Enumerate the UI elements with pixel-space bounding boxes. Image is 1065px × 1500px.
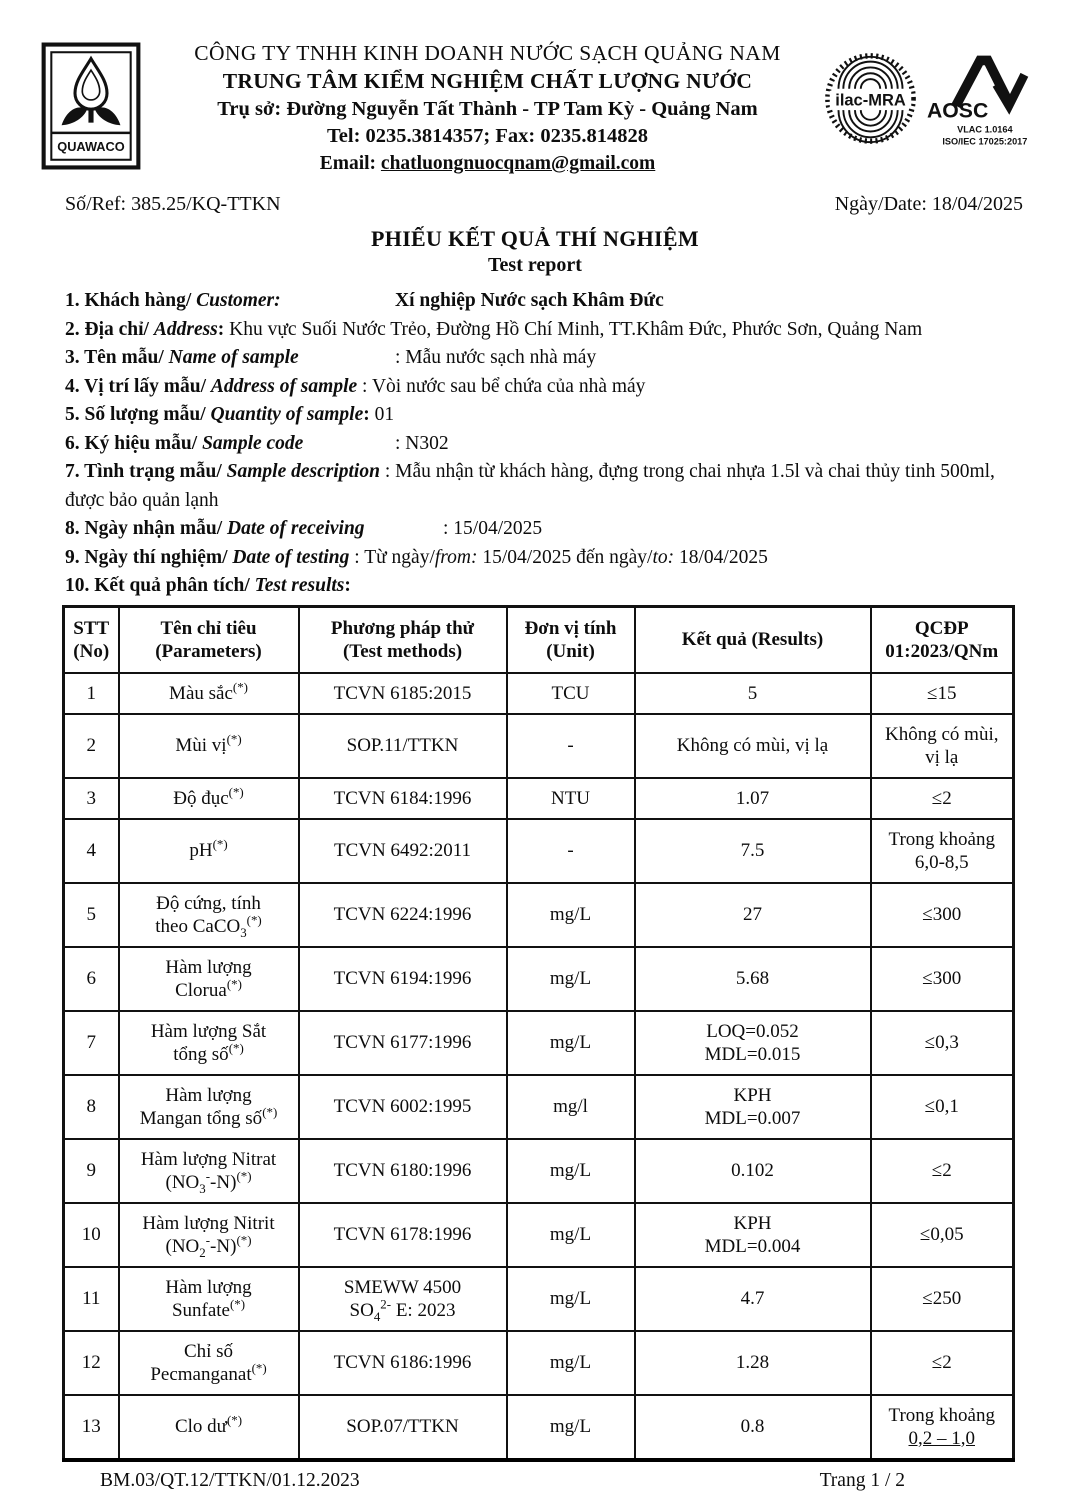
cell-unit: mg/L (507, 1395, 635, 1460)
report-title-vi: PHIẾU KẾT QUẢ THÍ NGHIỆM (371, 226, 699, 251)
cell-limit: ≤15 (871, 673, 1014, 714)
info-item-label: 5. Số lượng mẫu/ Quantity of sample: (65, 404, 370, 425)
column-header: QCĐP 01:2023/QNm (871, 606, 1014, 673)
cell-limit: Không có mùi, vị lạ (871, 714, 1014, 778)
table-row (64, 714, 1014, 778)
cell-method: SMEWW 4500 $SO_4^{2-}$ E: 2023 (299, 1267, 507, 1331)
cell-no: 3 (64, 778, 119, 819)
form-code: BM.03/QT.12/TTKN/01.12.2023 (100, 1469, 360, 1491)
cell-parameter: Chỉ số Pecmanganat(*) (119, 1331, 299, 1395)
info-item-value: Khu vực Suối Nước Trẻo, Đường Hồ Chí Minh, TT.Khâm Đức, Phước Sơn, Quảng Nam (224, 318, 923, 340)
info-item (65, 287, 1025, 316)
cell-no: 13 (64, 1395, 119, 1460)
company-header-text (153, 36, 822, 177)
cell-result: KPH MDL=0.007 (635, 1075, 871, 1139)
cell-parameter: Độ đục(*) (119, 778, 299, 819)
table-row (64, 1075, 1014, 1139)
cell-parameter: Độ cứng, tính theo CaCO$_3$(*) (119, 883, 299, 947)
cell-no: 4 (64, 819, 119, 883)
cell-parameter: Hàm lượng Nitrit $(NO_2^--N)^{(*)}$ (119, 1203, 299, 1267)
info-item-value: 01 (369, 404, 395, 425)
cell-result: 1.28 (635, 1331, 871, 1395)
column-header: Đơn vị tính (Unit) (507, 606, 635, 673)
ref-number: Số/Ref: 385.25/KQ-TTKN (65, 193, 281, 215)
aosc-iso-text: ISO/IEC 17025:2017 (942, 136, 1028, 147)
quawaco-logo-icon (35, 42, 147, 170)
cell-unit: mg/L (507, 1267, 635, 1331)
info-item-value: : 15/04/2025 (443, 518, 543, 539)
email-label: Email: (319, 153, 381, 174)
cell-result: 4.7 (635, 1267, 871, 1331)
cell-unit: mg/L (507, 1331, 635, 1395)
column-header: Tên chỉ tiêu (Parameters) (119, 606, 299, 673)
cell-unit: mg/L (507, 947, 635, 1011)
aosc-text: AOSC (927, 99, 989, 123)
results-table (62, 605, 1015, 1462)
cell-no: 10 (64, 1203, 119, 1267)
info-item-value: Xí nghiệp Nước sạch Khâm Đức (395, 290, 664, 311)
cell-no: 11 (64, 1267, 119, 1331)
info-item (65, 515, 1025, 544)
cell-parameter: Hàm lượng Clorua(*) (119, 947, 299, 1011)
cell-method: TCVN 6178:1996 (299, 1203, 507, 1267)
cell-limit: ≤2 (871, 778, 1014, 819)
cell-limit: ≤0,3 (871, 1011, 1014, 1075)
accreditation-logos (822, 36, 1035, 150)
ilac-mra-text: ilac-MRA (835, 90, 906, 109)
cell-result: 1.07 (635, 778, 871, 819)
cell-unit: NTU (507, 778, 635, 819)
table-row (64, 1331, 1014, 1395)
info-item-value: : Mẫu nước sạch nhà máy (395, 347, 597, 368)
header-row (64, 606, 1014, 673)
cell-parameter: Hàm lượng Sắt tổng số(*) (119, 1011, 299, 1075)
info-item-label: 3. Tên mẫu/ Name of sample (65, 347, 299, 368)
info-item-value: : Từ ngày/from: 15/04/2025 đến ngày/to: 18/04/2025 (349, 546, 768, 568)
ilac-mra-icon (822, 50, 919, 147)
info-list (65, 287, 1025, 601)
table-row (64, 1011, 1014, 1075)
info-item-label: 10. Kết quả phân tích/ Test results: (65, 575, 351, 596)
results-table-body (64, 673, 1014, 1460)
cell-parameter: Mùi vị(*) (119, 714, 299, 778)
cell-method: TCVN 6177:1996 (299, 1011, 507, 1075)
table-row (64, 778, 1014, 819)
cell-no: 12 (64, 1331, 119, 1395)
info-item (65, 373, 1025, 402)
info-item-label: 4. Vị trí lấy mẫu/ Address of sample (65, 375, 358, 397)
cell-result: 5.68 (635, 947, 871, 1011)
table-row (64, 1395, 1014, 1460)
cell-result: 5 (635, 673, 871, 714)
cell-unit: mg/L (507, 1203, 635, 1267)
column-header: Kết quả (Results) (635, 606, 871, 673)
cell-parameter: pH(*) (119, 819, 299, 883)
ref-date-row (35, 193, 1035, 216)
info-item (65, 544, 1025, 573)
cell-limit: ≤2 (871, 1331, 1014, 1395)
cell-parameter: Hàm lượng Sunfate(*) (119, 1267, 299, 1331)
cell-result: LOQ=0.052 MDL=0.015 (635, 1011, 871, 1075)
info-item-value: : Vòi nước sau bể chứa của nhà máy (357, 375, 646, 397)
cell-method: TCVN 6194:1996 (299, 947, 507, 1011)
info-item-label: 7. Tình trạng mẫu/ Sample description (65, 461, 380, 482)
table-row (64, 673, 1014, 714)
cell-limit: Trong khoảng 0,2 – 1,0 (871, 1395, 1014, 1460)
cell-parameter: Clo dư(*) (119, 1395, 299, 1460)
cell-method: TCVN 6180:1996 (299, 1139, 507, 1203)
cell-no: 7 (64, 1011, 119, 1075)
cell-parameter: Hàm lượng Nitrat $(NO_3^--N)^{(*)}$ (119, 1139, 299, 1203)
page-footer (35, 1470, 1035, 1492)
cell-unit: TCU (507, 673, 635, 714)
cell-result: 27 (635, 883, 871, 947)
cell-limit: ≤300 (871, 883, 1014, 947)
cell-result: 0.102 (635, 1139, 871, 1203)
cell-unit: mg/L (507, 1139, 635, 1203)
cell-result: 0.8 (635, 1395, 871, 1460)
table-row (64, 883, 1014, 947)
cell-method: TCVN 6185:2015 (299, 673, 507, 714)
info-item (65, 458, 1025, 515)
company-name: CÔNG TY TNHH KINH DOANH NƯỚC SẠCH QUẢNG NAM (194, 41, 781, 65)
company-header (35, 36, 1035, 177)
cell-method: TCVN 6492:2011 (299, 819, 507, 883)
cell-no: 9 (64, 1139, 119, 1203)
cell-unit: mg/L (507, 883, 635, 947)
cell-result: 7.5 (635, 819, 871, 883)
cell-no: 5 (64, 883, 119, 947)
table-row (64, 819, 1014, 883)
info-item-value: : Mẫu nhận từ khách hàng, đựng trong chai nhựa 1.5l và chai thủy tinh 500ml, được bảo quản lạnh (65, 461, 995, 511)
info-item-label: 2. Địa chỉ/ Address: (65, 318, 225, 340)
page-number: Trang 1 / 2 (819, 1469, 905, 1491)
email-line (153, 150, 822, 177)
cell-method: SOP.11/TTKN (299, 714, 507, 778)
cell-limit: ≤2 (871, 1139, 1014, 1203)
info-item-label: 9. Ngày thí nghiệm/ Date of testing (65, 546, 350, 568)
cell-method: TCVN 6224:1996 (299, 883, 507, 947)
column-header: STT (No) (64, 606, 119, 673)
aosc-vlac-text: VLAC 1.0164 (957, 124, 1013, 135)
table-row (64, 1139, 1014, 1203)
cell-limit: ≤300 (871, 947, 1014, 1011)
table-row (64, 1203, 1014, 1267)
info-item (65, 401, 1025, 430)
cell-unit: - (507, 714, 635, 778)
table-row (64, 1267, 1014, 1331)
info-item (65, 344, 1025, 373)
cell-limit: Trong khoảng 6,0-8,5 (871, 819, 1014, 883)
cell-no: 2 (64, 714, 119, 778)
cell-method: SOP.07/TTKN (299, 1395, 507, 1460)
cell-limit: ≤250 (871, 1267, 1014, 1331)
cell-unit: mg/l (507, 1075, 635, 1139)
info-item-label: 6. Ký hiệu mẫu/ Sample code (65, 432, 304, 454)
aosc-icon (927, 46, 1035, 150)
cell-limit: ≤0,1 (871, 1075, 1014, 1139)
results-table-head (64, 606, 1014, 673)
cell-method: TCVN 6184:1996 (299, 778, 507, 819)
info-item-value: : N302 (395, 432, 449, 454)
cell-no: 6 (64, 947, 119, 1011)
info-item (65, 572, 1025, 601)
column-header: Phương pháp thử (Test methods) (299, 606, 507, 673)
hq-address: Trụ sở: Đường Nguyễn Tất Thành - TP Tam Kỳ - Quảng Nam (217, 98, 758, 120)
cell-no: 8 (64, 1075, 119, 1139)
cell-limit: ≤0,05 (871, 1203, 1014, 1267)
tel-fax: Tel: 0235.3814357; Fax: 0235.814828 (327, 125, 648, 147)
cell-method: TCVN 6186:1996 (299, 1331, 507, 1395)
center-name: TRUNG TÂM KIỂM NGHIỆM CHẤT LƯỢNG NƯỚC (222, 69, 753, 93)
email-address: chatluongnuocqnam@gmail.com (380, 153, 656, 174)
info-item-label: 1. Khách hàng/ Customer: (65, 290, 281, 311)
info-item (65, 430, 1025, 459)
report-date: Ngày/Date: 18/04/2025 (834, 193, 1023, 215)
cell-unit: mg/L (507, 1011, 635, 1075)
cell-parameter: Hàm lượng Mangan tổng số(*) (119, 1075, 299, 1139)
cell-no: 1 (64, 673, 119, 714)
table-row (64, 947, 1014, 1011)
cell-unit: - (507, 819, 635, 883)
info-item-label: 8. Ngày nhận mẫu/ Date of receiving (65, 518, 365, 539)
cell-result: KPH MDL=0.004 (635, 1203, 871, 1267)
info-item (65, 316, 1025, 345)
cell-parameter: Màu sắc(*) (119, 673, 299, 714)
cell-result: Không có mùi, vị lạ (635, 714, 871, 778)
cell-method: TCVN 6002:1995 (299, 1075, 507, 1139)
quawaco-logo (35, 36, 153, 175)
quawaco-logo-text: QUAWACO (57, 138, 125, 154)
report-title-en: Test report (488, 254, 582, 276)
